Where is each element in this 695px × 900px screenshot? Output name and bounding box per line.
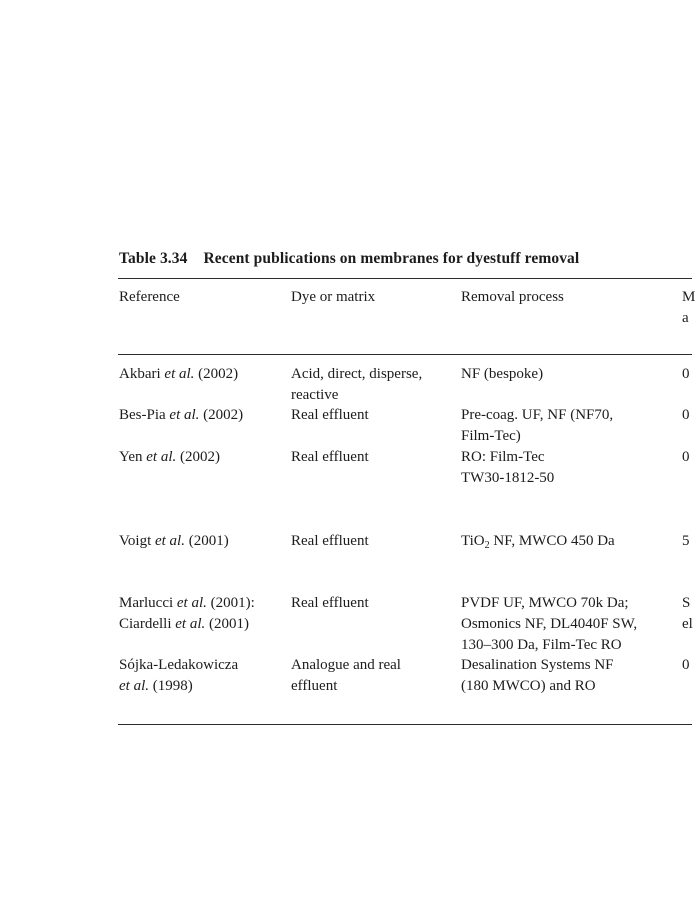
cell-line: reactive (291, 387, 339, 403)
ref-author: Akbari (119, 366, 165, 382)
table-caption (119, 250, 579, 268)
ref-author: Yen (119, 449, 147, 465)
cell-line: Real effluent (291, 407, 369, 423)
cell-line: (180 MWCO) and RO (461, 678, 596, 694)
top-rule (118, 278, 692, 279)
cell-col4: 5 (682, 533, 690, 549)
header-rule (118, 354, 692, 355)
cell-dye (291, 531, 369, 552)
header-reference: Reference (119, 289, 180, 305)
ref-etal: et al. (164, 366, 195, 382)
header-process: Removal process (461, 289, 564, 305)
ref-year: (2002) (194, 366, 239, 382)
cell-line: Real effluent (291, 595, 369, 611)
bottom-rule (118, 724, 692, 725)
ref-year: (2001) (184, 533, 229, 549)
cell-reference (119, 405, 243, 426)
ref-etal: et al. (169, 407, 200, 423)
ref-etal: et al. (176, 595, 207, 611)
cell-col4: 0 (682, 407, 690, 423)
cell-line: S (682, 595, 691, 611)
ref-etal: et al. (146, 449, 177, 465)
ref-line: Sójka-Ledakowicza (119, 657, 239, 673)
ref-line (119, 676, 238, 697)
header-col4-line: a (682, 310, 689, 326)
cell-col4 (682, 593, 693, 635)
ref-etal: et al. (154, 533, 185, 549)
cell-col4: 0 (682, 657, 690, 673)
cell-line: Analogue and real (291, 657, 401, 673)
header-col4 (682, 287, 695, 329)
ref-author: Ciardelli (119, 616, 176, 632)
cell-line: effluent (291, 678, 338, 694)
cell-line: Pre-coag. UF, NF (NF70, (461, 407, 614, 423)
process-rest: NF, MWCO 450 Da (489, 533, 615, 549)
cell-dye (291, 405, 369, 426)
cell-process (461, 655, 614, 697)
cell-line: Desalination Systems NF (461, 657, 614, 673)
ref-year: (2001): (206, 595, 255, 611)
ref-etal: et al. (119, 678, 149, 694)
cell-line: Real effluent (291, 533, 369, 549)
table-title: Recent publications on membranes for dyestuff removal (203, 250, 580, 267)
subscript-2: 2 (484, 540, 490, 551)
cell-line: NF (bespoke) (461, 366, 544, 382)
cell-line: 130–300 Da, Film-Tec RO (461, 637, 622, 653)
cell-line: RO: Film-Tec (461, 449, 545, 465)
cell-col4: 0 (682, 449, 690, 465)
cell-line: el (682, 616, 693, 632)
ref-year: (2001) (205, 616, 249, 632)
cell-process (461, 531, 615, 552)
ref-year: (1998) (149, 678, 193, 694)
cell-line: TW30-1812-50 (461, 470, 555, 486)
ref-author: Voigt (119, 533, 155, 549)
ref-author: Marlucci (119, 595, 177, 611)
cell-process (461, 405, 613, 447)
cell-process (461, 364, 543, 385)
cell-dye (291, 364, 422, 406)
cell-process (461, 593, 637, 656)
cell-reference (119, 593, 255, 635)
cell-line: Osmonics NF, DL4040F SW, (461, 616, 638, 632)
cell-line: Real effluent (291, 449, 369, 465)
cell-reference (119, 531, 229, 552)
cell-process (461, 447, 554, 489)
cell-reference (119, 655, 238, 697)
ref-author: Bes-Pia (119, 407, 170, 423)
ref-line (119, 593, 255, 614)
cell-col4: 0 (682, 366, 690, 382)
cell-dye (291, 593, 369, 614)
ref-etal: et al. (175, 616, 206, 632)
cell-line: Film-Tec) (461, 428, 521, 444)
header-dye: Dye or matrix (291, 289, 376, 305)
cell-line: PVDF UF, MWCO 70k Da; (461, 595, 629, 611)
ref-line (119, 614, 255, 635)
cell-reference (119, 447, 220, 468)
header-col4-line: M (682, 289, 695, 305)
cell-dye (291, 447, 369, 468)
table-number: Table 3.34 (119, 250, 188, 267)
cell-line: Acid, direct, disperse, (291, 366, 423, 382)
cell-reference (119, 364, 238, 385)
tio2-text: TiO (461, 533, 485, 549)
ref-year: (2002) (176, 449, 220, 465)
ref-year: (2002) (199, 407, 244, 423)
cell-dye (291, 655, 401, 697)
